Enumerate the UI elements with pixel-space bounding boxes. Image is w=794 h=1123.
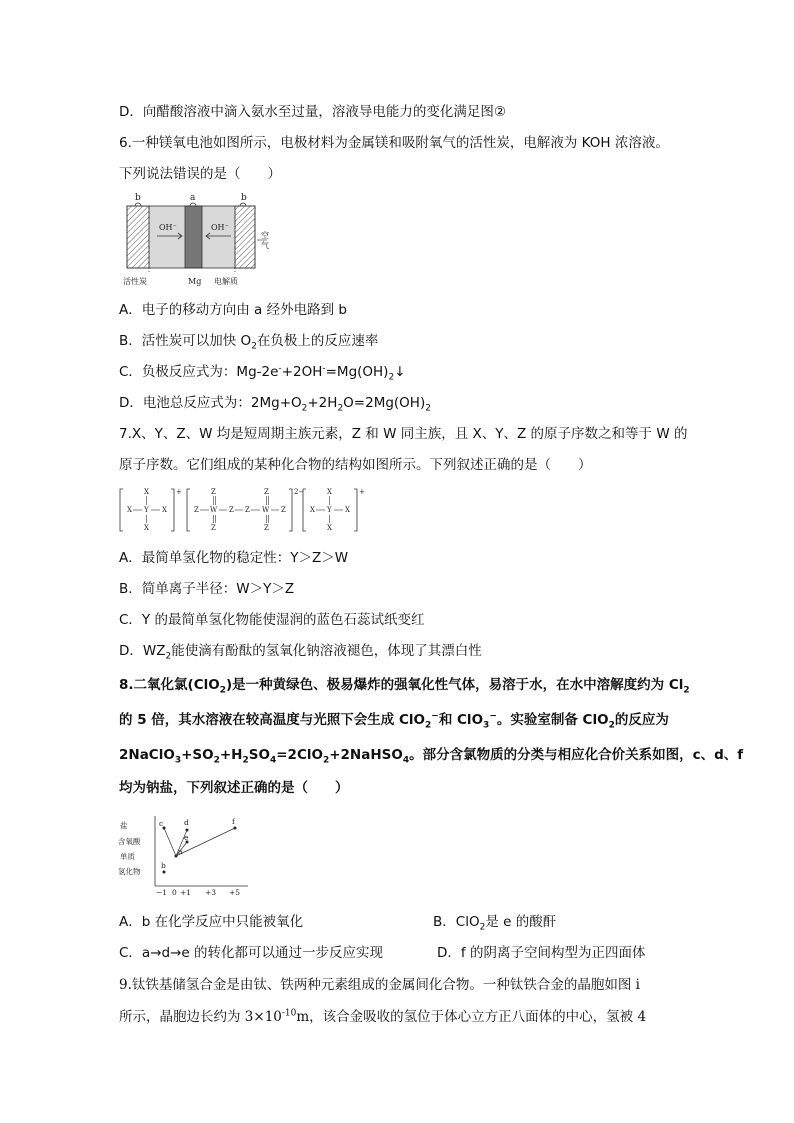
chlorine-valence-chart xyxy=(116,812,256,898)
q8-stem-line2: 的 5 倍，其水溶液在较高温度与光照下会生成 ClO$_2$−和 ClO$_3$−。实验室制备 ClO$_2$的反应为 xyxy=(119,711,669,731)
carbon-electrode-right xyxy=(235,206,255,268)
svg-text:b: b xyxy=(161,861,166,870)
point-b xyxy=(163,871,166,874)
air-label-2: 气 xyxy=(261,241,269,250)
xtick-m1: −1 xyxy=(156,888,168,897)
air-label-1: 空 xyxy=(261,231,269,240)
anion-charge: 2− xyxy=(294,488,305,496)
q6-option-d: D．电池总反应式为：$2Mg+O_2+2H_2O=2Mg(OH)_2$ xyxy=(119,395,431,414)
svg-text:d: d xyxy=(184,818,189,827)
svg-text:X: X xyxy=(327,524,332,532)
svg-text:W: W xyxy=(210,506,218,514)
q6-stem-line2: 下列说法错误的是（ ） xyxy=(119,166,281,182)
ion-right: OH⁻ xyxy=(211,223,229,232)
q9-line2: 所示，晶胞边长约为 $3\times 10^{-10}m$，该合金吸收的氢位于体心立方正八面体的中心，氢被 4 xyxy=(119,1008,647,1025)
svg-text:f: f xyxy=(232,817,235,826)
battery-diagram xyxy=(119,190,279,290)
svg-text:X: X xyxy=(144,488,149,496)
mg-electrode xyxy=(185,206,202,268)
svg-text:Z: Z xyxy=(194,506,199,514)
label-electrolyte: 电解质 xyxy=(214,277,238,286)
label-carbon: 活性炭 xyxy=(123,277,147,286)
label-a: a xyxy=(190,193,196,203)
q8-option-d: D．f 的阴离子空间构型为正四面体 xyxy=(437,945,646,961)
q7-option-d: D．$WZ_2$能使滴有酚酞的氢氧化钠溶液褪色，体现了其漂白性 xyxy=(119,643,482,662)
cation2-charge: + xyxy=(359,488,365,496)
xtick-0: 0 xyxy=(172,888,177,897)
q8-option-b: B．ClO$_2$是 e 的酸酐 xyxy=(433,914,557,933)
xtick-p5: +5 xyxy=(229,888,241,897)
svg-text:X: X xyxy=(144,524,149,532)
ion-left: OH⁻ xyxy=(159,223,177,232)
xtick-p3: +3 xyxy=(205,888,217,897)
label-b-left: b xyxy=(135,193,141,203)
q9-line1: 9.钛铁基储氢合金是由钛、铁两种元素组成的金属间化合物。一种钛铁合金的晶胞如图 i xyxy=(119,977,640,993)
svg-text:c: c xyxy=(159,819,164,828)
q8-option-c: C．a→d→e 的转化都可以通过一步反应实现 xyxy=(119,945,383,961)
svg-text:X: X xyxy=(310,506,315,514)
svg-text:X: X xyxy=(162,506,167,514)
q6-option-b: B．活性炭可以加快 $O_2$在负极上的反应速率 xyxy=(119,333,379,352)
ylabel-hydride: 氢化物 xyxy=(118,867,141,876)
svg-text:a: a xyxy=(178,847,183,856)
label-b-right: b xyxy=(241,193,247,203)
structure-diagram xyxy=(119,485,369,535)
q7-stem-line1: 7.X、Y、Z、W 均是短周期主族元素，Z 和 W 同主族，且 X、Y、Z 的原子序数之和等于 W 的 xyxy=(119,426,688,442)
q7-option-a: A．最简单氢化物的稳定性：Y＞Z＞W xyxy=(119,550,349,566)
ylabel-element: 单质 xyxy=(120,852,135,861)
ylabel-salt: 盐 xyxy=(120,821,128,830)
q8-stem-line1: 8.二氧化氯(ClO$_2$)是一种黄绿色、极易爆炸的强氧化性气体，易溶于水，在水中溶解度约为 $Cl_2$ xyxy=(119,677,690,696)
q8-equation-line: $2NaClO_3+SO_2+H_2SO_4=2ClO_2+2NaHSO_4$。部分含氯物质的分类与相应化合价关系如图，c、d、f xyxy=(119,747,744,766)
svg-text:Z: Z xyxy=(245,506,250,514)
q7-option-c: C．Y 的最简单氢化物能使湿润的蓝色石蕊试纸变红 xyxy=(119,612,425,628)
svg-text:Z: Z xyxy=(211,524,216,532)
svg-text:Y: Y xyxy=(144,506,149,514)
cation1-charge: + xyxy=(176,488,182,496)
q5-option-d: D．向醋酸溶液中滴入氨水至过量，溶液导电能力的变化满足图② xyxy=(119,104,506,120)
svg-text:X: X xyxy=(345,506,350,514)
svg-text:Z: Z xyxy=(264,524,269,532)
q6-option-c: C．负极反应式为：$Mg-2e^-+2OH^-=Mg(OH)_2↓$ xyxy=(119,363,406,383)
ylabel-oxyacid: 含氧酸 xyxy=(118,837,141,846)
q7-option-b: B．简单离子半径：W＞Y＞Z xyxy=(119,581,295,597)
label-mg: Mg xyxy=(188,277,202,286)
svg-text:X: X xyxy=(127,506,132,514)
svg-text:X: X xyxy=(327,488,332,496)
svg-text:Z: Z xyxy=(264,488,269,496)
svg-text:Z: Z xyxy=(229,506,234,514)
svg-text:Z: Z xyxy=(281,506,286,514)
q8-option-a: A．b 在化学反应中只能被氧化 xyxy=(119,914,304,930)
svg-text:W: W xyxy=(262,506,270,514)
q8-stem-line4: 均为钠盐，下列叙述正确的是（ ） xyxy=(119,780,349,796)
q6-option-a: A．电子的移动方向由 a 经外电路到 b xyxy=(119,302,347,318)
carbon-electrode-left xyxy=(127,206,149,268)
svg-text:Z: Z xyxy=(211,488,216,496)
q7-stem-line2: 原子序数。它们组成的某种化合物的结构如图所示。下列叙述正确的是（ ） xyxy=(119,457,592,473)
svg-text:e: e xyxy=(184,833,189,842)
svg-text:Y: Y xyxy=(327,506,332,514)
q6-stem-line1: 6.一种镁氧电池如图所示，电极材料为金属镁和吸附氧气的活性炭，电解液为 KOH 浓溶液。 xyxy=(119,135,669,151)
xtick-p1: +1 xyxy=(180,888,192,897)
